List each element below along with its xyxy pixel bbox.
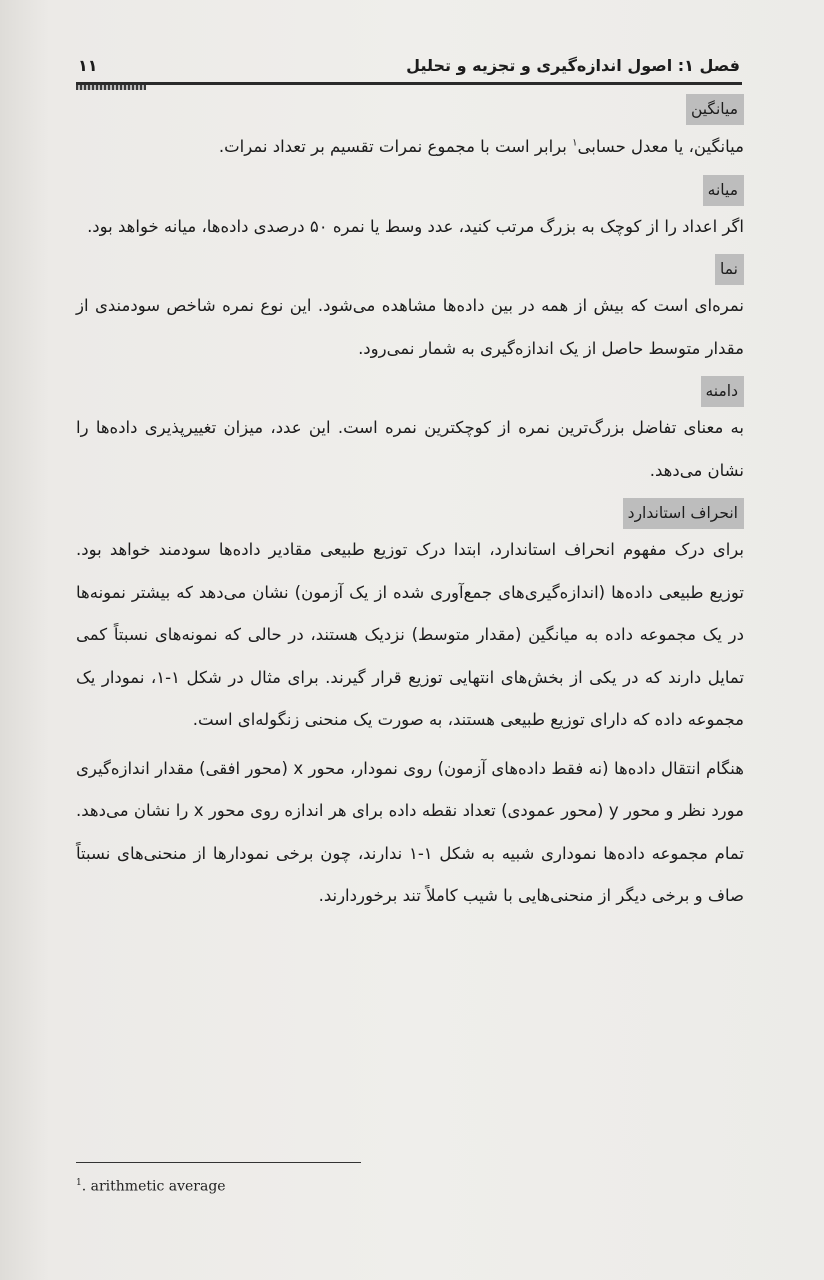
paragraph: میانگین، یا معدل حسابی$^۱$ برابر است با مجموع نمرات تقسیم بر تعداد نمرات.: [218, 137, 744, 156]
page-number: ۱۱: [78, 56, 98, 75]
section-heading: نما: [715, 254, 744, 285]
footnote-number: 1: [76, 1178, 82, 1188]
section-median: [76, 175, 744, 249]
chapter-title: فصل ۱: اصول اندازه‌گیری و تجزیه و تحلیل: [406, 56, 740, 75]
footnote-rule: [76, 1162, 361, 1163]
section-mode: [76, 254, 744, 370]
footnote-ref[interactable]: ۱: [572, 137, 578, 149]
section-mean: [76, 94, 744, 169]
section-heading: میانه: [703, 175, 744, 206]
footnote: [76, 1178, 226, 1195]
running-header: [76, 52, 742, 86]
paragraph: به معنای تفاضل بزرگ‌ترین نمره از کوچکترین نمره است. این عدد، میزان تغییرپذیری داده‌ها را نشان می‌دهد.: [76, 418, 744, 480]
section-heading: انحراف استاندارد: [623, 498, 744, 529]
page-body: [76, 94, 744, 918]
paragraph: اگر اعداد را از کوچک به بزرگ مرتب کنید، عدد وسط یا نمره ۵۰ درصدی داده‌ها، میانه خواهد بود.: [87, 216, 744, 236]
section-heading: دامنه: [701, 376, 745, 407]
paragraph: هنگام انتقال داده‌ها (نه فقط داده‌های آزمون) روی نمودار، محور x (محور افقی) مقدار اندازه‌گیری مورد نظر و محور y (محور عمودی) تعداد نقطه داده برای هر اندازه روی محور x را نشان می‌دهد. تمام مجموعه داده‌ها نموداری شبیه به شکل ۱-۱ ندارند، چون برخی نمودارها از منحنی‌های نسبتاً صاف و برخی دیگر از منحنی‌هایی با شیب کاملاً تند برخوردارند.: [76, 758, 744, 905]
section-heading: میانگین: [686, 94, 744, 125]
paragraph: برای درک مفهوم انحراف استاندارد، ابتدا درک توزیع طبیعی مقادیر داده‌ها سودمند خواهد بود. توزیع طبیعی داده‌ها (اندازه‌گیری‌های جمع‌آوری شده از یک آزمون) نشان می‌دهد که بیشتر نمونه‌ها در یک مجموعه داده به میانگین (مقدار متوسط) نزدیک هستند، در حالی که نمونه‌های نسبتاً کمی تمایل دارند که در یکی از بخش‌های انتهایی توزیع قرار گیرند. برای مثال در شکل ۱-۱، نمودار یک مجموعه داده که دارای توزیع طبیعی هستند، به صورت یک منحنی زنگوله‌ای است.: [76, 540, 745, 729]
footnote-text: . arithmetic average: [81, 1178, 226, 1195]
header-ornament: [76, 85, 146, 90]
section-range: [76, 376, 744, 492]
paragraph: نمره‌ای است که بیش از همه در بین داده‌ها مشاهده می‌شود. این نوع نمره شاخص سودمندی از مقدار متوسط حاصل از یک اندازه‌گیری به شمار نمی‌رود.: [76, 296, 744, 358]
header-rule: [76, 82, 742, 85]
section-standard-deviation: [76, 498, 744, 918]
